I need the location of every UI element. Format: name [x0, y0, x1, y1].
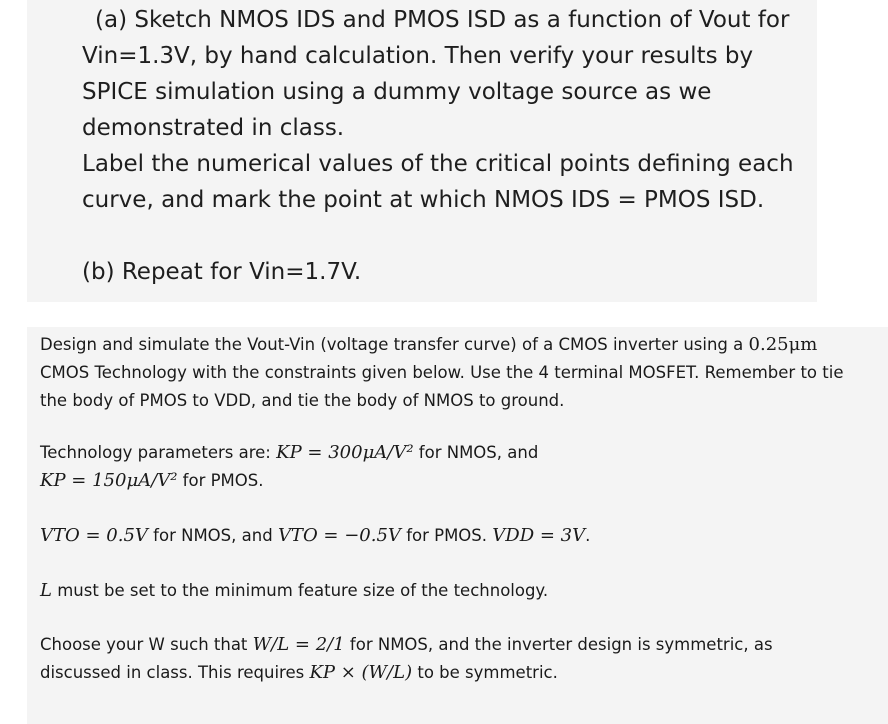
length-var: L [40, 580, 52, 601]
width-prefix: Choose your W such that [40, 635, 248, 654]
question-card-a-b [27, 0, 817, 302]
vdd-period: . [585, 526, 591, 545]
width-suffix: for NMOS, and the inverter design is symmetric, as [349, 635, 773, 654]
part-b-line: (b) Repeat for Vin=1.7V. [82, 259, 362, 285]
length-line [40, 577, 548, 605]
width-line-2 [40, 659, 558, 687]
kp-pmos-suffix: for PMOS. [182, 471, 264, 490]
length-text: must be set to the minimum feature size of the technology. [57, 581, 549, 600]
part-a-line-5: Label the numerical values of the critical points defining each [82, 151, 794, 177]
vdd-math: VDD = 3V [492, 525, 586, 546]
part-a-line-1: (a) Sketch NMOS IDS and PMOS ISD as a function of Vout for [95, 7, 790, 33]
wl-ratio-math: W/L = 2/1 [252, 634, 345, 655]
tech-params-line-1 [40, 439, 538, 467]
vto-pmos-math: VTO = −0.5V [277, 525, 401, 546]
kp-nmos-math: KP = 300μA/V² [276, 442, 414, 463]
kp-pmos-math: KP = 150μA/V² [40, 470, 178, 491]
vto-nmos-suffix: for NMOS, and [153, 526, 273, 545]
width-line-2-suffix: to be symmetric. [417, 663, 558, 682]
tech-params-line-2 [40, 467, 264, 495]
tech-prefix: Technology parameters are: [40, 443, 271, 462]
design-line-1-text: Design and simulate the Vout-Vin (voltage transfer curve) of a CMOS inverter using a [40, 335, 744, 354]
part-a-line-4: demonstrated in class. [82, 115, 345, 141]
vto-pmos-suffix: for PMOS. [406, 526, 488, 545]
vto-nmos-math: VTO = 0.5V [40, 525, 148, 546]
vto-line [40, 522, 590, 550]
design-line-3: the body of PMOS to VDD, and tie the body of NMOS to ground. [40, 391, 565, 410]
feature-size-math: 0.25μm [748, 334, 818, 355]
design-line-2: CMOS Technology with the constraints given below. Use the 4 terminal MOSFET. Remember to tie [40, 363, 844, 382]
part-a-line-2: Vin=1.3V, by hand calculation. Then verify your results by [82, 43, 754, 69]
kp-wl-math: KP × (W/L) [309, 662, 413, 683]
width-line-2-prefix: discussed in class. This requires [40, 663, 305, 682]
design-line-1 [40, 331, 817, 359]
design-instructions-card [27, 327, 888, 724]
part-a-line-3: SPICE simulation using a dummy voltage source as we [82, 79, 712, 105]
width-line-1 [40, 631, 773, 659]
kp-nmos-suffix: for NMOS, and [418, 443, 539, 462]
part-a-line-6: curve, and mark the point at which NMOS IDS = PMOS ISD. [82, 187, 765, 213]
